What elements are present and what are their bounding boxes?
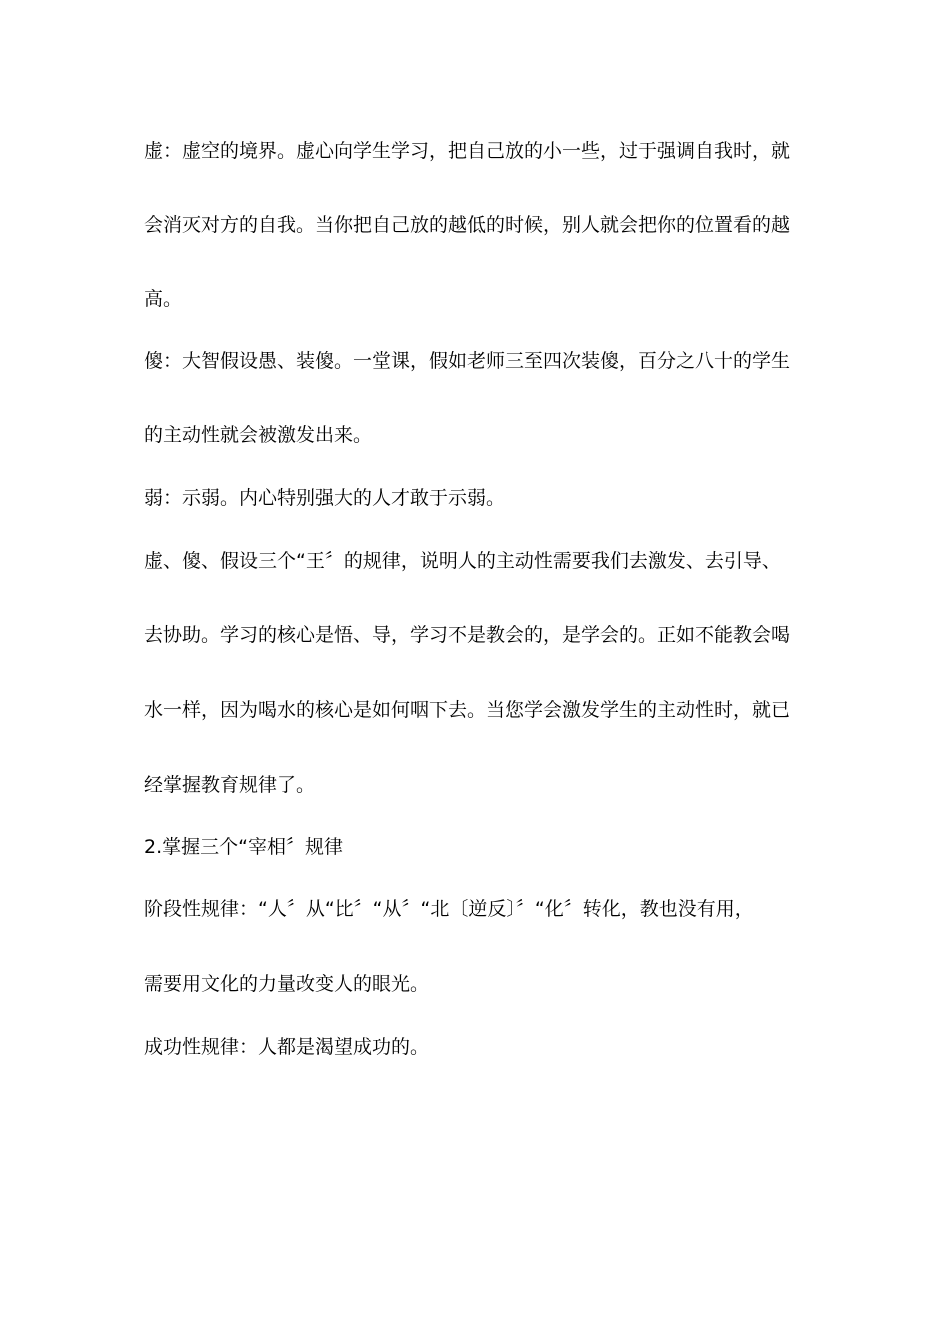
section-heading: 2.掌握三个“宰相〞规律 [144,836,343,858]
paragraph-sha-line-1: 傻：大智假设愚、装傻。一堂课，假如老师三至四次装傻，百分之八十的学生 [144,350,791,372]
paragraph-summary-line-3: 水一样，因为喝水的核心是如何咽下去。当您学会激发学生的主动性时，就已 [144,699,791,721]
paragraph-xu-line-1: 虚：虚空的境界。虚心向学生学习，把自己放的小一些，过于强调自我时，就 [144,140,791,162]
paragraph-ruo: 弱：示弱。内心特别强大的人才敢于示弱。 [144,487,506,509]
paragraph-summary-line-1: 虚、傻、假设三个“王〞的规律，说明人的主动性需要我们去激发、去引导、 [144,550,781,572]
paragraph-xu-line-3: 高。 [144,288,183,310]
paragraph-sha-line-2: 的主动性就会被激发出来。 [144,424,373,446]
paragraph-summary-line-4: 经掌握教育规律了。 [144,774,316,796]
paragraph-summary-line-2: 去协助。学习的核心是悟、导，学习不是教会的，是学会的。正如不能教会喝 [144,624,791,646]
paragraph-xu-line-2: 会消灭对方的自我。当你把自己放的越低的时候，别人就会把你的位置看的越 [144,214,791,236]
paragraph-success: 成功性规律：人都是渴望成功的。 [144,1036,430,1058]
paragraph-stage-line-2: 需要用文化的力量改变人的眼光。 [144,973,430,995]
paragraph-stage-line-1: 阶段性规律：“人〞从“比〞“从〞“北〔逆反〕〞“化〞转化，教也没有用， [144,898,754,920]
